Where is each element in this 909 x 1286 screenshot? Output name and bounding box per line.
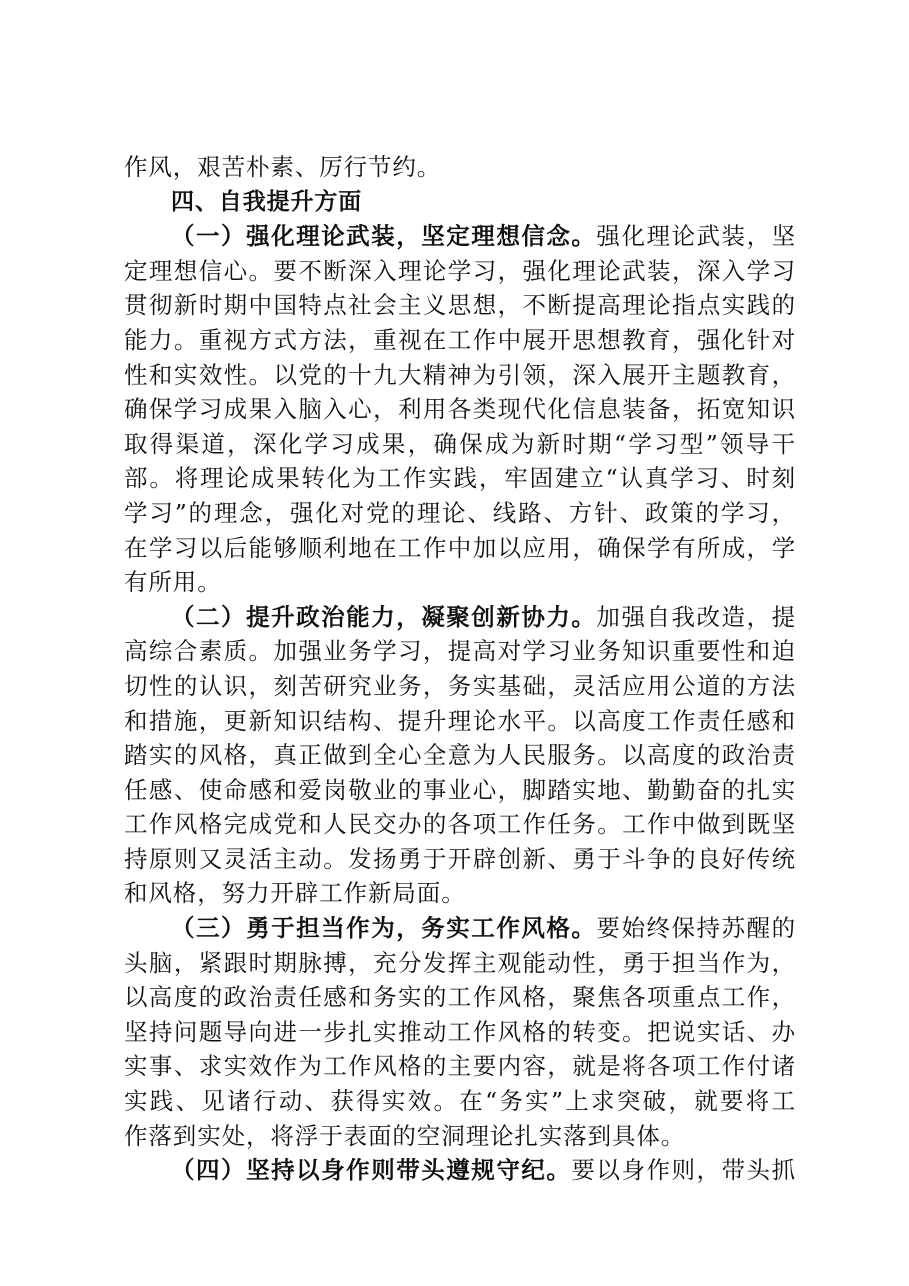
paragraph-1-line: 贯彻新时期中国特点社会主义思想，不断提高理论指点实践的: [124, 291, 796, 320]
document-body: [124, 150, 796, 1188]
paragraph-1-line: 学习”的理念，强化对党的理论、线路、方针、政策的学习，: [124, 498, 796, 527]
continued-line: 作风，艰苦朴素、厉行节约。: [124, 153, 442, 181]
paragraph-3-line: 实践、见诸行动、获得实效。在“务实”上求突破，就要将工: [124, 1087, 796, 1116]
paragraph-2-line: 工作风格完成党和人民交办的各项工作任务。工作中做到既坚: [124, 810, 796, 839]
paragraph-4-line-1: （四）坚持以身作则带头遵规守纪。要以身作则，带头抓: [171, 1156, 796, 1185]
paragraph-2-line: 和风格，努力开辟工作新局面。: [124, 879, 466, 908]
paragraph-4-lead: （四）坚持以身作则带头遵规守纪。: [171, 1156, 572, 1185]
section-heading: 四、自我提升方面: [171, 188, 363, 215]
paragraph-2-line-1: （二）提升政治能力，凝聚创新协力。加强自我改造，提: [171, 602, 796, 631]
paragraph-2-line: 和措施，更新知识结构、提升理论水平。以高度工作责任感和: [124, 706, 796, 735]
paragraph-1-line: 定理想信心。要不断深入理论学习，强化理论武装，深入学习: [124, 256, 796, 285]
paragraph-1-line-1: （一）强化理论武装，坚定理想信念。强化理论武装，坚: [171, 222, 796, 251]
paragraph-2-line: 切性的认识，刻苦研究业务，务实基础，灵活应用公道的方法: [124, 671, 796, 700]
paragraph-1-line: 在学习以后能够顺利地在工作中加以应用，确保学有所成，学: [124, 533, 796, 562]
paragraph-2-line: 踏实的风格，真正做到全心全意为人民服务。以高度的政治责: [124, 741, 796, 770]
paragraph-1-lead: （一）强化理论武装，坚定理想信念。: [171, 222, 597, 251]
paragraph-2-line: 持原则又灵活主动。发扬勇于开辟创新、勇于斗争的良好传统: [124, 844, 796, 873]
paragraph-3-line: 以高度的政治责任感和务实的工作风格，聚焦各项重点工作，: [124, 983, 796, 1012]
paragraph-3-line: 实事、求实效作为工作风格的主要内容，就是将各项工作付诸: [124, 1052, 796, 1081]
paragraph-3-line: 坚持问题导向进一步扎实推动工作风格的转变。把说实话、办: [124, 1017, 796, 1046]
paragraph-2-line: 高综合素质。加强业务学习，提高对学习业务知识重要性和迫: [124, 637, 796, 666]
paragraph-3-line: 作落到实处，将浮于表面的空洞理论扎实落到具体。: [124, 1121, 686, 1150]
paragraph-2-lead: （二）提升政治能力，凝聚创新协力。: [171, 602, 597, 631]
paragraph-1-line: 确保学习成果入脑入心，利用各类现代化信息装备，拓宽知识: [124, 395, 796, 424]
paragraph-2-line: 任感、使命感和爱岗敬业的事业心，脚踏实地、勤勤奋的扎实: [124, 775, 796, 804]
paragraph-1-line: 能力。重视方式方法，重视在工作中展开思想教育，强化针对: [124, 325, 796, 354]
paragraph-1-line: 取得渠道，深化学习成果，确保成为新时期“学习型”领导干: [124, 429, 796, 458]
paragraph-1-line: 性和实效性。以党的十九大精神为引领，深入展开主题教育，: [124, 360, 796, 389]
paragraph-1-line: 部。将理论成果转化为工作实践，牢固建立“认真学习、时刻: [124, 464, 796, 493]
paragraph-3-line: 头脑，紧跟时期脉搏，充分发挥主观能动性，勇于担当作为，: [124, 948, 796, 977]
paragraph-3-lead: （三）勇于担当作为，务实工作风格。: [171, 914, 597, 943]
paragraph-1-line: 有所用。: [124, 568, 222, 597]
paragraph-3-line-1: （三）勇于担当作为，务实工作风格。要始终保持苏醒的: [171, 914, 796, 943]
